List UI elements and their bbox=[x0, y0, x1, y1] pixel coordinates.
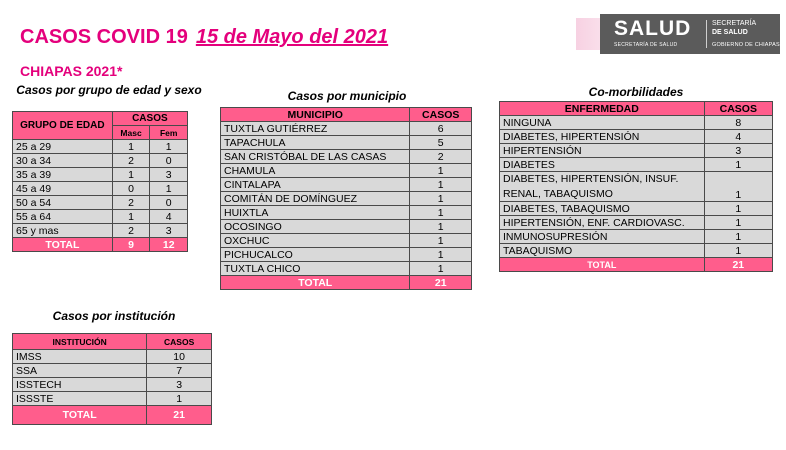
municipio-table bbox=[220, 107, 472, 290]
municipio-casos-cell: 1 bbox=[410, 206, 472, 220]
comorbilidad-casos-cell: 1 bbox=[704, 172, 772, 202]
edad-masc-cell: 1 bbox=[112, 168, 150, 182]
table-row bbox=[221, 136, 472, 150]
comorbilidad-name-cell: DIABETES, HIPERTENSIÓN bbox=[500, 130, 705, 144]
logo-salud-text: SALUD bbox=[614, 17, 692, 40]
edad-fem-cell: 3 bbox=[150, 168, 188, 182]
edad-group-cell: 65 y mas bbox=[13, 224, 113, 238]
institucion-col-casos: CASOS bbox=[147, 334, 212, 350]
comorbilidad-name-cell: HIPERTENSIÓN, ENF. CARDIOVASC. bbox=[500, 216, 705, 230]
institucion-col-name: INSTITUCIÓN bbox=[13, 334, 147, 350]
edad-group-cell: 50 a 54 bbox=[13, 196, 113, 210]
edad-fem-cell: 0 bbox=[150, 196, 188, 210]
edad-total-fem: 12 bbox=[150, 238, 188, 252]
table-row bbox=[500, 230, 773, 244]
comorbilidades-caption: Co-morbilidades bbox=[588, 85, 684, 99]
comorbilidad-casos-cell: 1 bbox=[704, 230, 772, 244]
logo-sec-line2: DE SALUD bbox=[712, 29, 748, 36]
table-row bbox=[500, 216, 773, 230]
logo-gobierno-text: GOBIERNO DE CHIAPAS bbox=[712, 42, 780, 48]
table-row bbox=[500, 158, 773, 172]
edad-col-casos: CASOS bbox=[112, 112, 187, 126]
edad-masc-cell: 2 bbox=[112, 196, 150, 210]
edad-caption: Casos por grupo de edad y sexo bbox=[16, 83, 202, 97]
edad-group-cell: 35 a 39 bbox=[13, 168, 113, 182]
municipio-casos-cell: 1 bbox=[410, 262, 472, 276]
comorbilidad-name-cell: DIABETES, TABAQUISMO bbox=[500, 202, 705, 216]
institucion-total-label: TOTAL bbox=[13, 406, 147, 425]
logo-secretaria-text: SECRETARÍA DE SALUD bbox=[614, 42, 678, 48]
comorbilidades-col-casos: CASOS bbox=[704, 102, 772, 116]
institucion-casos-cell: 7 bbox=[147, 364, 212, 378]
municipio-name-cell: CINTALAPA bbox=[221, 178, 410, 192]
comorbilidad-name-cell: NINGUNA bbox=[500, 116, 705, 130]
comorbilidades-total-label: TOTAL bbox=[500, 258, 705, 272]
edad-col-masc: Masc bbox=[112, 126, 150, 140]
edad-masc-cell: 2 bbox=[112, 154, 150, 168]
municipio-name-cell: SAN CRISTÓBAL DE LAS CASAS bbox=[221, 150, 410, 164]
comorbilidad-name-cell: TABAQUISMO bbox=[500, 244, 705, 258]
institucion-total-row bbox=[13, 406, 212, 425]
edad-total-label: TOTAL bbox=[13, 238, 113, 252]
edad-masc-cell: 2 bbox=[112, 224, 150, 238]
edad-fem-cell: 0 bbox=[150, 154, 188, 168]
municipio-casos-cell: 2 bbox=[410, 150, 472, 164]
municipio-name-cell: COMITÁN DE DOMÍNGUEZ bbox=[221, 192, 410, 206]
edad-group-cell: 45 a 49 bbox=[13, 182, 113, 196]
comorbilidad-casos-cell: 1 bbox=[704, 216, 772, 230]
edad-masc-cell: 1 bbox=[112, 140, 150, 154]
table-row bbox=[500, 202, 773, 216]
comorbilidad-name-cell: DIABETES bbox=[500, 158, 705, 172]
comorbilidades-total-row bbox=[500, 258, 773, 272]
municipio-casos-cell: 1 bbox=[410, 248, 472, 262]
table-row bbox=[221, 178, 472, 192]
edad-fem-cell: 3 bbox=[150, 224, 188, 238]
table-row bbox=[13, 392, 212, 406]
title-main: CASOS COVID 19 bbox=[20, 26, 188, 48]
edad-group-cell: 30 a 34 bbox=[13, 154, 113, 168]
edad-fem-cell: 1 bbox=[150, 140, 188, 154]
table-row bbox=[13, 182, 188, 196]
table-row bbox=[13, 154, 188, 168]
table-row bbox=[13, 140, 188, 154]
comorbilidad-name-line1: DIABETES, HIPERTENSIÓN, INSUF. bbox=[503, 173, 679, 185]
municipio-name-cell: TUXTLA GUTIÉRREZ bbox=[221, 122, 410, 136]
edad-masc-cell: 1 bbox=[112, 210, 150, 224]
table-row bbox=[500, 144, 773, 158]
comorbilidad-casos-cell: 1 bbox=[704, 158, 772, 172]
comorbilidades-total-value: 21 bbox=[704, 258, 772, 272]
municipio-casos-cell: 1 bbox=[410, 178, 472, 192]
comorbilidad-name-cell: INMUNOSUPRESIÓN bbox=[500, 230, 705, 244]
edad-col-fem: Fem bbox=[150, 126, 188, 140]
municipio-col-casos: CASOS bbox=[410, 108, 472, 122]
edad-masc-cell: 0 bbox=[112, 182, 150, 196]
table-row bbox=[221, 206, 472, 220]
institucion-name-cell: SSA bbox=[13, 364, 147, 378]
edad-group-cell: 25 a 29 bbox=[13, 140, 113, 154]
institucion-table bbox=[12, 333, 212, 425]
comorbilidad-casos-cell: 3 bbox=[704, 144, 772, 158]
edad-fem-cell: 4 bbox=[150, 210, 188, 224]
table-row bbox=[221, 150, 472, 164]
municipio-name-cell: TUXTLA CHICO bbox=[221, 262, 410, 276]
municipio-casos-cell: 1 bbox=[410, 164, 472, 178]
edad-col-group: GRUPO DE EDAD bbox=[13, 112, 113, 140]
comorbilidades-col-enfermedad: ENFERMEDAD bbox=[500, 102, 705, 116]
table-row bbox=[13, 364, 212, 378]
municipio-name-cell: OCOSINGO bbox=[221, 220, 410, 234]
institucion-casos-cell: 10 bbox=[147, 350, 212, 364]
edad-table bbox=[12, 111, 188, 252]
edad-fem-cell: 1 bbox=[150, 182, 188, 196]
edad-group-cell: 55 a 64 bbox=[13, 210, 113, 224]
institucion-name-cell: ISSTECH bbox=[13, 378, 147, 392]
comorbilidad-name-cell: HIPERTENSIÓN bbox=[500, 144, 705, 158]
municipio-name-cell: OXCHUC bbox=[221, 234, 410, 248]
table-row bbox=[13, 196, 188, 210]
municipio-casos-cell: 1 bbox=[410, 220, 472, 234]
table-row bbox=[500, 116, 773, 130]
institucion-total-value: 21 bbox=[147, 406, 212, 425]
logo-secretaria-block bbox=[712, 19, 756, 37]
municipio-total-row bbox=[221, 276, 472, 290]
comorbilidad-casos-cell: 1 bbox=[704, 244, 772, 258]
comorbilidad-casos-cell: 8 bbox=[704, 116, 772, 130]
institucion-casos-cell: 1 bbox=[147, 392, 212, 406]
municipio-name-cell: HUIXTLA bbox=[221, 206, 410, 220]
logo-divider bbox=[706, 20, 707, 48]
table-row bbox=[13, 210, 188, 224]
table-row bbox=[221, 192, 472, 206]
table-row bbox=[13, 224, 188, 238]
comorbilidad-name-line2: RENAL, TABAQUISMO bbox=[503, 188, 613, 200]
municipio-casos-cell: 6 bbox=[410, 122, 472, 136]
institucion-caption: Casos por institución bbox=[52, 309, 176, 323]
institucion-name-cell: IMSS bbox=[13, 350, 147, 364]
table-row bbox=[500, 244, 773, 258]
table-row bbox=[221, 234, 472, 248]
municipio-casos-cell: 5 bbox=[410, 136, 472, 150]
logo-sec-line1: SECRETARÍA bbox=[712, 20, 757, 27]
logo-banner bbox=[600, 14, 780, 54]
municipio-casos-cell: 1 bbox=[410, 192, 472, 206]
table-row bbox=[13, 378, 212, 392]
municipio-name-cell: PICHUCALCO bbox=[221, 248, 410, 262]
salud-logo bbox=[566, 14, 780, 54]
page-title bbox=[20, 26, 388, 49]
comorbilidad-casos-cell: 4 bbox=[704, 130, 772, 144]
page-subtitle: CHIAPAS 2021* bbox=[20, 63, 123, 79]
title-date: 15 de Mayo del 2021 bbox=[195, 26, 389, 48]
municipio-col-name: MUNICIPIO bbox=[221, 108, 410, 122]
municipio-casos-cell: 1 bbox=[410, 234, 472, 248]
table-row bbox=[13, 168, 188, 182]
edad-total-masc: 9 bbox=[112, 238, 150, 252]
edad-total-row bbox=[13, 238, 188, 252]
table-row bbox=[221, 220, 472, 234]
table-row bbox=[500, 172, 773, 202]
municipio-name-cell: CHAMULA bbox=[221, 164, 410, 178]
institucion-casos-cell: 3 bbox=[147, 378, 212, 392]
municipio-name-cell: TAPACHULA bbox=[221, 136, 410, 150]
municipio-caption: Casos por municipio bbox=[287, 89, 407, 103]
municipio-total-label: TOTAL bbox=[221, 276, 410, 290]
table-row bbox=[221, 122, 472, 136]
table-row bbox=[500, 130, 773, 144]
comorbilidades-table bbox=[499, 101, 773, 272]
comorbilidad-casos-cell: 1 bbox=[704, 202, 772, 216]
table-row bbox=[221, 164, 472, 178]
comorbilidad-name-cell bbox=[500, 172, 705, 202]
table-row bbox=[221, 248, 472, 262]
municipio-total-value: 21 bbox=[410, 276, 472, 290]
table-row bbox=[221, 262, 472, 276]
institucion-name-cell: ISSSTE bbox=[13, 392, 147, 406]
table-row bbox=[13, 350, 212, 364]
